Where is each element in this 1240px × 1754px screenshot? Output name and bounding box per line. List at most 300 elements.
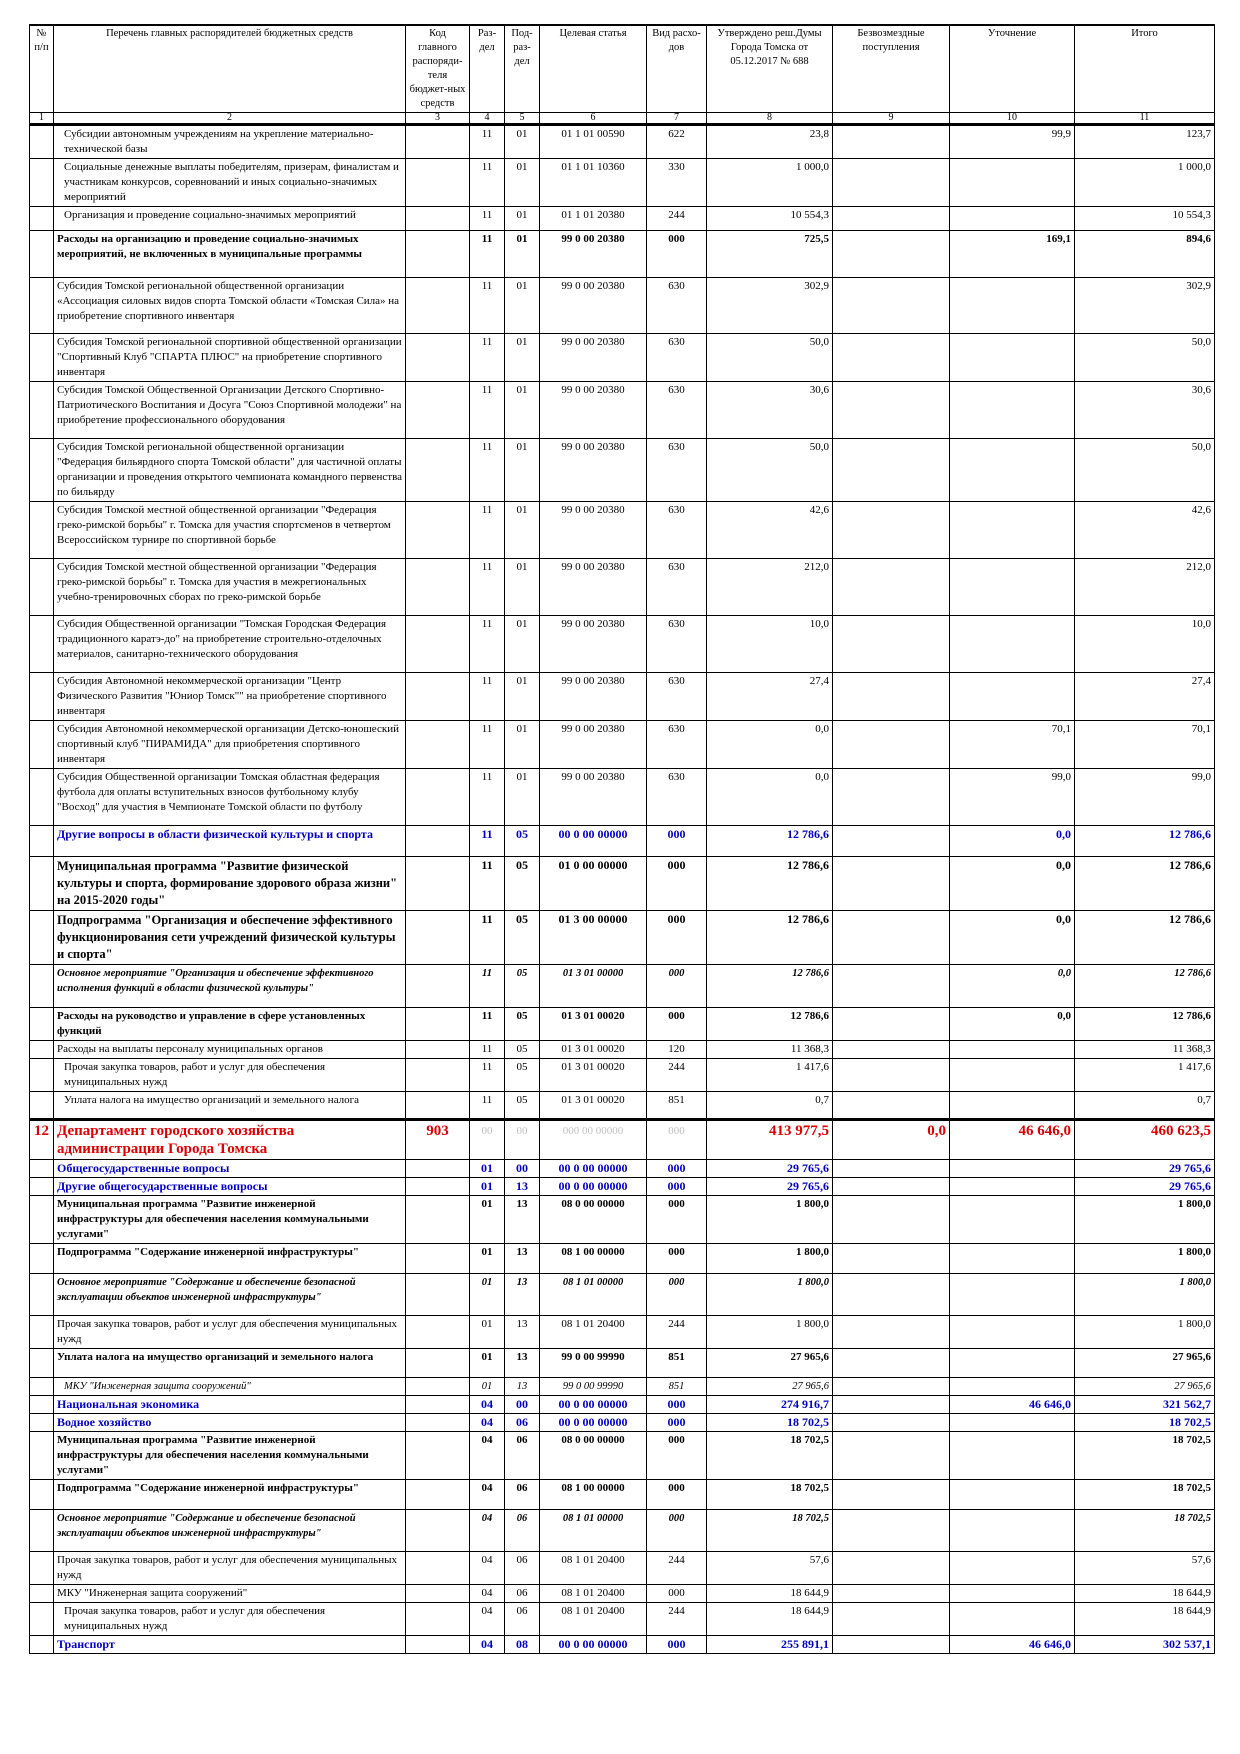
- row-podrazdel: 01: [505, 559, 540, 616]
- row-free: [833, 502, 950, 559]
- row-total: 99,0: [1075, 769, 1215, 826]
- row-name: Социальные денежные выплаты победителям, призерам, финалистам и участникам конкурсов, соревнований и иных социально-значимых мероприятий: [54, 159, 406, 207]
- column-number: 4: [470, 113, 505, 125]
- column-number: 11: [1075, 113, 1215, 125]
- row-number: [30, 721, 54, 769]
- row-target: 01 3 00 00000: [540, 911, 647, 965]
- row-razdel: 04: [470, 1603, 505, 1636]
- row-clarification: [950, 278, 1075, 334]
- row-vid: 630: [647, 502, 707, 559]
- row-approved: 0,7: [707, 1092, 833, 1120]
- row-name: Основное мероприятие "Содержание и обеспечение безопасной эксплуатации объектов инженерной инфраструктуры": [54, 1274, 406, 1316]
- row-razdel: 11: [470, 769, 505, 826]
- row-code: [406, 1160, 470, 1178]
- row-total: 30,6: [1075, 382, 1215, 439]
- row-code: [406, 1603, 470, 1636]
- row-free: [833, 125, 950, 159]
- row-vid: 622: [647, 125, 707, 159]
- row-target: 01 1 01 20380: [540, 207, 647, 231]
- row-total: 12 786,6: [1075, 1008, 1215, 1041]
- row-podrazdel: 01: [505, 382, 540, 439]
- row-podrazdel: 01: [505, 278, 540, 334]
- row-vid: 244: [647, 1603, 707, 1636]
- row-total: 12 786,6: [1075, 857, 1215, 911]
- row-number: [30, 125, 54, 159]
- row-razdel: 11: [470, 911, 505, 965]
- row-number: [30, 1196, 54, 1244]
- row-razdel: 04: [470, 1414, 505, 1432]
- row-approved: 12 786,6: [707, 857, 833, 911]
- row-target: 99 0 00 20380: [540, 502, 647, 559]
- row-name: Общегосударственные вопросы: [54, 1160, 406, 1178]
- row-approved: 274 916,7: [707, 1396, 833, 1414]
- row-target: 00 0 00 00000: [540, 1160, 647, 1178]
- row-podrazdel: 05: [505, 1092, 540, 1120]
- row-razdel: 01: [470, 1349, 505, 1378]
- column-number: 8: [707, 113, 833, 125]
- row-target: 99 0 00 20380: [540, 673, 647, 721]
- row-razdel: 11: [470, 502, 505, 559]
- row-clarification: [950, 1432, 1075, 1480]
- row-name: Водное хозяйство: [54, 1414, 406, 1432]
- row-free: [833, 769, 950, 826]
- table-row: [30, 1160, 1215, 1178]
- row-total: 321 562,7: [1075, 1396, 1215, 1414]
- row-code: [406, 159, 470, 207]
- row-razdel: 11: [470, 826, 505, 857]
- row-razdel: 01: [470, 1378, 505, 1396]
- row-target: 08 1 01 20400: [540, 1316, 647, 1349]
- table-row: [30, 159, 1215, 207]
- row-code: [406, 334, 470, 382]
- row-name: МКУ "Инженерная защита сооружений": [54, 1585, 406, 1603]
- row-vid: 000: [647, 857, 707, 911]
- row-total: 18 644,9: [1075, 1585, 1215, 1603]
- row-target: 08 1 00 00000: [540, 1480, 647, 1510]
- row-total: 27 965,6: [1075, 1378, 1215, 1396]
- row-approved: 27,4: [707, 673, 833, 721]
- row-name: Субсидия Общественной организации Томская областная федерация футбола для оплаты вступительных взносов футбольному клубу "Восход" для участия в Чемпионате Томской области по футболу: [54, 769, 406, 826]
- row-approved: 30,6: [707, 382, 833, 439]
- row-free: [833, 439, 950, 502]
- row-target: 08 1 01 20400: [540, 1585, 647, 1603]
- row-total: 302 537,1: [1075, 1636, 1215, 1654]
- row-total: 894,6: [1075, 231, 1215, 278]
- row-podrazdel: 06: [505, 1552, 540, 1585]
- row-approved: 50,0: [707, 439, 833, 502]
- row-code: [406, 1041, 470, 1059]
- row-name: Субсидия Автономной некоммерческой организации Детско-юношеский спортивный клуб "ПИРАМИДА" для приобретения спортивного инвентаря: [54, 721, 406, 769]
- row-vid: 630: [647, 278, 707, 334]
- row-vid: 630: [647, 382, 707, 439]
- row-number: [30, 1160, 54, 1178]
- row-target: 99 0 00 20380: [540, 559, 647, 616]
- row-razdel: 11: [470, 1041, 505, 1059]
- table-body: [30, 113, 1215, 1654]
- row-total: 29 765,6: [1075, 1178, 1215, 1196]
- row-approved: 12 786,6: [707, 911, 833, 965]
- row-clarification: 0,0: [950, 911, 1075, 965]
- row-podrazdel: 13: [505, 1349, 540, 1378]
- row-number: [30, 1585, 54, 1603]
- row-approved: 1 417,6: [707, 1059, 833, 1092]
- row-number: [30, 911, 54, 965]
- row-vid: 851: [647, 1092, 707, 1120]
- table-row: [30, 1432, 1215, 1480]
- row-name: Муниципальная программа "Развитие физической культуры и спорта, формирование здорового образа жизни" на 2015-2020 годы": [54, 857, 406, 911]
- row-clarification: 0,0: [950, 857, 1075, 911]
- row-podrazdel: 01: [505, 439, 540, 502]
- row-podrazdel: 06: [505, 1480, 540, 1510]
- row-number: [30, 1316, 54, 1349]
- row-code: [406, 1585, 470, 1603]
- row-code: [406, 1349, 470, 1378]
- row-razdel: 01: [470, 1160, 505, 1178]
- row-target: 01 1 01 00590: [540, 125, 647, 159]
- row-vid: 244: [647, 207, 707, 231]
- row-code: [406, 1274, 470, 1316]
- row-name: Уплата налога на имущество организаций и земельного налога: [54, 1092, 406, 1120]
- row-podrazdel: 00: [505, 1160, 540, 1178]
- department-row: [30, 1120, 1215, 1160]
- row-vid: 000: [647, 1480, 707, 1510]
- row-approved: 12 786,6: [707, 1008, 833, 1041]
- row-vid: 000: [647, 1585, 707, 1603]
- row-number: [30, 769, 54, 826]
- row-free: [833, 1196, 950, 1244]
- row-razdel: 04: [470, 1585, 505, 1603]
- table-row: [30, 1008, 1215, 1041]
- row-name: Расходы на организацию и проведение социально-значимых мероприятий, не включенных в муниципальные программы: [54, 231, 406, 278]
- row-approved: 27 965,6: [707, 1349, 833, 1378]
- row-clarification: 0,0: [950, 1008, 1075, 1041]
- row-total: 18 702,5: [1075, 1510, 1215, 1552]
- row-clarification: [950, 673, 1075, 721]
- row-podrazdel: 01: [505, 159, 540, 207]
- row-razdel: 04: [470, 1552, 505, 1585]
- row-podrazdel: 13: [505, 1316, 540, 1349]
- table-row: [30, 1059, 1215, 1092]
- header-clarification: Уточнение: [950, 25, 1075, 113]
- row-code: 903: [406, 1120, 470, 1160]
- row-free: [833, 159, 950, 207]
- row-clarification: [950, 502, 1075, 559]
- table-row: [30, 439, 1215, 502]
- row-number: [30, 1432, 54, 1480]
- row-razdel: 04: [470, 1510, 505, 1552]
- row-total: 1 417,6: [1075, 1059, 1215, 1092]
- table-row: [30, 1378, 1215, 1396]
- row-number: [30, 1510, 54, 1552]
- row-clarification: [950, 159, 1075, 207]
- row-razdel: 01: [470, 1178, 505, 1196]
- column-number: 1: [30, 113, 54, 125]
- row-target: 08 1 00 00000: [540, 1244, 647, 1274]
- row-clarification: [950, 1244, 1075, 1274]
- row-total: 50,0: [1075, 439, 1215, 502]
- column-number: 7: [647, 113, 707, 125]
- row-number: [30, 1378, 54, 1396]
- row-clarification: [950, 616, 1075, 673]
- row-clarification: [950, 334, 1075, 382]
- row-target: 99 0 00 99990: [540, 1378, 647, 1396]
- row-razdel: 04: [470, 1432, 505, 1480]
- row-code: [406, 502, 470, 559]
- row-name: Подпрограмма "Организация и обеспечение эффективного функционирования сети учреждений физической культуры и спорта": [54, 911, 406, 965]
- row-podrazdel: 01: [505, 231, 540, 278]
- row-name: Субсидия Томской региональной спортивной общественной организации "Спортивный Клуб "СПАРТА ПЛЮС" на приобретение спортивного инвентаря: [54, 334, 406, 382]
- row-podrazdel: 13: [505, 1196, 540, 1244]
- row-approved: 12 786,6: [707, 965, 833, 1008]
- table-row: [30, 1552, 1215, 1585]
- row-razdel: 11: [470, 559, 505, 616]
- table-row: [30, 382, 1215, 439]
- row-target: 00 0 00 00000: [540, 1178, 647, 1196]
- row-razdel: 11: [470, 334, 505, 382]
- header-target: Целевая статья: [540, 25, 647, 113]
- row-total: 10,0: [1075, 616, 1215, 673]
- row-total: 10 554,3: [1075, 207, 1215, 231]
- table-row: [30, 1178, 1215, 1196]
- row-clarification: 0,0: [950, 965, 1075, 1008]
- row-vid: 000: [647, 1008, 707, 1041]
- row-clarification: [950, 439, 1075, 502]
- row-target: 00 0 00 00000: [540, 826, 647, 857]
- row-free: [833, 616, 950, 673]
- column-numbers-row: [30, 113, 1215, 125]
- row-free: [833, 1178, 950, 1196]
- row-free: [833, 231, 950, 278]
- row-target: 08 0 00 00000: [540, 1432, 647, 1480]
- row-total: 27,4: [1075, 673, 1215, 721]
- row-number: [30, 1480, 54, 1510]
- row-name: Субсидия Автономной некоммерческой организации "Центр Физического Развития "Юниор Томск"" на приобретение спортивного инвентаря: [54, 673, 406, 721]
- table-row: [30, 559, 1215, 616]
- row-vid: 000: [647, 1196, 707, 1244]
- row-approved: 18 702,5: [707, 1432, 833, 1480]
- row-total: 0,7: [1075, 1092, 1215, 1120]
- row-name: Субсидия Томской Общественной Организации Детского Спортивно-Патриотического Воспитания и Досуга "Союз Спортивной молодежи" на приобретение профессионального оборудования: [54, 382, 406, 439]
- row-approved: 23,8: [707, 125, 833, 159]
- row-target: 99 0 00 20380: [540, 769, 647, 826]
- row-target: 99 0 00 99990: [540, 1349, 647, 1378]
- column-number: 2: [54, 113, 406, 125]
- row-podrazdel: 01: [505, 616, 540, 673]
- row-podrazdel: 13: [505, 1274, 540, 1316]
- row-podrazdel: 05: [505, 1059, 540, 1092]
- row-approved: 18 702,5: [707, 1414, 833, 1432]
- row-podrazdel: 05: [505, 857, 540, 911]
- row-free: [833, 911, 950, 965]
- row-podrazdel: 05: [505, 1008, 540, 1041]
- row-vid: 244: [647, 1316, 707, 1349]
- row-approved: 1 800,0: [707, 1196, 833, 1244]
- row-vid: 000: [647, 826, 707, 857]
- row-podrazdel: 05: [505, 1041, 540, 1059]
- row-free: [833, 721, 950, 769]
- row-razdel: 11: [470, 857, 505, 911]
- row-clarification: [950, 207, 1075, 231]
- row-target: 08 0 00 00000: [540, 1196, 647, 1244]
- row-code: [406, 1510, 470, 1552]
- header-name: Перечень главных распорядителей бюджетных средств: [54, 25, 406, 113]
- row-name: Организация и проведение социально-значимых мероприятий: [54, 207, 406, 231]
- row-number: [30, 965, 54, 1008]
- row-razdel: 00: [470, 1120, 505, 1160]
- row-number: [30, 1414, 54, 1432]
- table-row: [30, 207, 1215, 231]
- row-free: [833, 1244, 950, 1274]
- row-razdel: 11: [470, 721, 505, 769]
- row-code: [406, 1378, 470, 1396]
- table-row: [30, 1092, 1215, 1120]
- row-approved: 1 800,0: [707, 1274, 833, 1316]
- row-vid: 000: [647, 965, 707, 1008]
- row-total: 50,0: [1075, 334, 1215, 382]
- row-vid: 000: [647, 911, 707, 965]
- row-clarification: [950, 1059, 1075, 1092]
- row-code: [406, 1092, 470, 1120]
- header-code: Код главного распоряди-теля бюджет-ных средств: [406, 25, 470, 113]
- row-vid: 330: [647, 159, 707, 207]
- row-number: [30, 616, 54, 673]
- row-number: [30, 1396, 54, 1414]
- row-vid: 630: [647, 334, 707, 382]
- table-row: [30, 1244, 1215, 1274]
- row-free: [833, 559, 950, 616]
- row-total: 42,6: [1075, 502, 1215, 559]
- row-code: [406, 1244, 470, 1274]
- row-clarification: [950, 1552, 1075, 1585]
- row-code: [406, 673, 470, 721]
- row-name: Муниципальная программа "Развитие инженерной инфраструктуры для обеспечения населения коммунальными услугами": [54, 1196, 406, 1244]
- row-name: Расходы на выплаты персоналу муниципальных органов: [54, 1041, 406, 1059]
- row-approved: 1 800,0: [707, 1316, 833, 1349]
- row-approved: 302,9: [707, 278, 833, 334]
- row-code: [406, 382, 470, 439]
- row-total: 1 800,0: [1075, 1196, 1215, 1244]
- row-target: 08 1 01 20400: [540, 1552, 647, 1585]
- row-podrazdel: 01: [505, 125, 540, 159]
- row-name: Субсидия Томской региональной общественной организации «Ассоциация силовых видов спорта Томской области «Томская Сила» на приобретение спортивного инвентаря: [54, 278, 406, 334]
- table-row: [30, 502, 1215, 559]
- row-vid: 120: [647, 1041, 707, 1059]
- row-free: [833, 1603, 950, 1636]
- row-vid: 630: [647, 439, 707, 502]
- row-approved: 725,5: [707, 231, 833, 278]
- row-clarification: [950, 1196, 1075, 1244]
- row-code: [406, 721, 470, 769]
- row-name: Транспорт: [54, 1636, 406, 1654]
- table-row: [30, 826, 1215, 857]
- row-approved: 18 702,5: [707, 1480, 833, 1510]
- row-free: [833, 278, 950, 334]
- row-target: 00 0 00 00000: [540, 1414, 647, 1432]
- row-razdel: 11: [470, 159, 505, 207]
- row-free: [833, 1480, 950, 1510]
- row-target: 99 0 00 20380: [540, 616, 647, 673]
- row-total: 27 965,6: [1075, 1349, 1215, 1378]
- table-row: [30, 1480, 1215, 1510]
- row-number: [30, 1244, 54, 1274]
- row-total: 1 800,0: [1075, 1274, 1215, 1316]
- row-code: [406, 125, 470, 159]
- row-number: [30, 1059, 54, 1092]
- row-name: Прочая закупка товаров, работ и услуг для обеспечения муниципальных нужд: [54, 1603, 406, 1636]
- row-approved: 18 644,9: [707, 1585, 833, 1603]
- row-name: Субсидия Томской местной общественной организации "Федерация греко-римской борьбы" г. Томска для участия в межрегиональных учебно-тренировочных сборах по греко-римской борьбе: [54, 559, 406, 616]
- row-vid: 244: [647, 1059, 707, 1092]
- row-target: 01 3 01 00020: [540, 1008, 647, 1041]
- row-vid: 000: [647, 1636, 707, 1654]
- row-vid: 851: [647, 1378, 707, 1396]
- row-target: 01 3 01 00020: [540, 1059, 647, 1092]
- table-row: [30, 721, 1215, 769]
- header-approved: Утверждено реш.Думы Города Томска от 05.12.2017 № 688: [707, 25, 833, 113]
- table-row: [30, 857, 1215, 911]
- row-total: 29 765,6: [1075, 1160, 1215, 1178]
- row-clarification: [950, 1585, 1075, 1603]
- row-name: Субсидия Общественной организации "Томская Городская Федерация традиционного каратэ-до" на приобретение строительно-отделочных материалов, санитарно-технического оборудования: [54, 616, 406, 673]
- row-number: [30, 231, 54, 278]
- row-number: [30, 1603, 54, 1636]
- row-approved: 11 368,3: [707, 1041, 833, 1059]
- row-code: [406, 965, 470, 1008]
- row-name: МКУ "Инженерная защита сооружений": [54, 1378, 406, 1396]
- row-vid: 000: [647, 1396, 707, 1414]
- row-vid: 000: [647, 1244, 707, 1274]
- table-row: [30, 673, 1215, 721]
- row-clarification: 0,0: [950, 826, 1075, 857]
- row-name: Подпрограмма "Содержание инженерной инфраструктуры": [54, 1480, 406, 1510]
- row-razdel: 01: [470, 1274, 505, 1316]
- row-clarification: [950, 1414, 1075, 1432]
- row-code: [406, 911, 470, 965]
- row-target: 01 3 01 00000: [540, 965, 647, 1008]
- table-row: [30, 965, 1215, 1008]
- row-total: 57,6: [1075, 1552, 1215, 1585]
- row-name: Субсидия Томской региональной общественной организации "Федерация бильярдного спорта Томской области" для частичной оплаты организации и проведения открытого чемпионата командного первенства по бильярду: [54, 439, 406, 502]
- row-free: [833, 1432, 950, 1480]
- row-razdel: 11: [470, 439, 505, 502]
- row-code: [406, 616, 470, 673]
- row-razdel: 11: [470, 231, 505, 278]
- row-vid: 851: [647, 1349, 707, 1378]
- row-razdel: 11: [470, 207, 505, 231]
- row-podrazdel: 01: [505, 769, 540, 826]
- row-podrazdel: 01: [505, 721, 540, 769]
- row-free: [833, 826, 950, 857]
- row-clarification: [950, 1274, 1075, 1316]
- row-approved: 57,6: [707, 1552, 833, 1585]
- row-code: [406, 278, 470, 334]
- row-clarification: [950, 1178, 1075, 1196]
- row-number: 12: [30, 1120, 54, 1160]
- row-razdel: 11: [470, 1008, 505, 1041]
- row-code: [406, 559, 470, 616]
- row-clarification: [950, 1316, 1075, 1349]
- row-clarification: [950, 1603, 1075, 1636]
- row-free: 0,0: [833, 1120, 950, 1160]
- row-number: [30, 278, 54, 334]
- row-code: [406, 1480, 470, 1510]
- row-approved: 18 702,5: [707, 1510, 833, 1552]
- row-name: Прочая закупка товаров, работ и услуг для обеспечения муниципальных нужд: [54, 1059, 406, 1092]
- row-name: Другие вопросы в области физической культуры и спорта: [54, 826, 406, 857]
- row-podrazdel: 01: [505, 334, 540, 382]
- row-clarification: [950, 1349, 1075, 1378]
- column-number: 3: [406, 113, 470, 125]
